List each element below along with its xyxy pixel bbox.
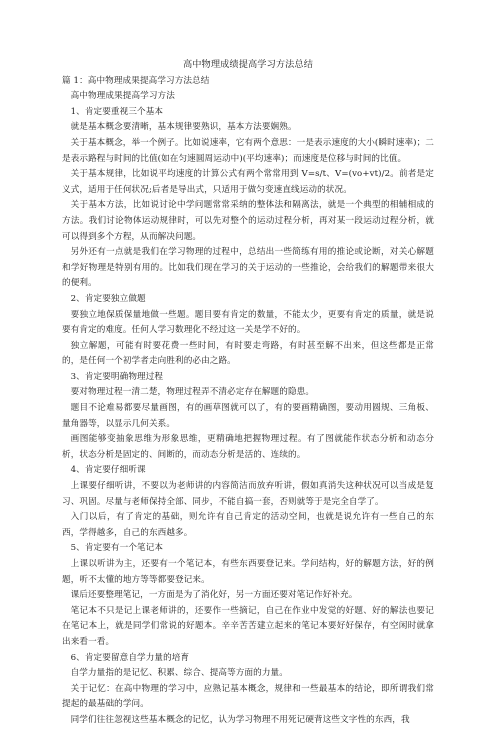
paragraph: 入门以后，有了肯定的基础，则允许有自己肯定的活动空间，也就是说允许有一些自己的东西，学得越多，自己的东西越多。 — [62, 512, 434, 538]
section-heading: 2、肯定要独立做题 — [70, 293, 146, 304]
paragraph: 要对物理过程一清二楚，物理过程弄不清必定存在解题的隐患。 — [70, 387, 315, 398]
paragraph: 画图能够变抽象思维为形象思维，更精确地把握物理过程。有了图就能作状态分析和动态分析，状态分析是固定的、间断的，而动态分析是活的、连续的。 — [62, 434, 434, 460]
section-heading: 3、肯定要明确物理过程 — [70, 371, 164, 382]
paragraph: 独立解题，可能有时要花费一些时间，有时要走弯路，有时甚至解不出来，但这些都是正常的，是任何一个初学者走向胜利的必由之路。 — [62, 340, 434, 367]
sub-heading: 高中物理成果提高学习方法 — [70, 91, 175, 102]
paragraph: 关于基本方法，比如说讨论中学问题常常采纳的整体法和隔离法，就是一个典型的相辅相成的方法。我们讨论物体运动规律时，可以先对整个的运动过程分析，再对某一段运动过程分析，就可以得到多个方程，从而解决问题。 — [62, 200, 434, 242]
paragraph: 关于基本规律，比如说平均速度的计算公式有两个常常用到 V=s/t、V=(vo+vt)/2。前者是定义式，适用于任何状况;后者是导出式，只适用于做匀变速直线运动的状况。 — [62, 169, 434, 195]
paragraph: 笔记本不只是记上课老师讲的，还要作一些摘记，自己在作业中发觉的好题、好的解法也要记在笔记本上，就是同学们常说的好题本。辛辛苦苦建立起来的笔记本要好好保存，有空闲时就拿出来看一看。 — [62, 605, 434, 647]
paragraph: 上课以听讲为主，还要有一个笔记本，有些东西要登记来。学问结构，好的解题方法，好的例题，听不太懂的地方等等都要登记来。 — [62, 559, 434, 585]
paragraph: 自学力量指的是记忆、积累、综合、提高等方面的力量。 — [70, 668, 288, 679]
paragraph: 课后还要整理笔记，一方面是为了消化好，另一方面还要对笔记作好补充。 — [70, 590, 358, 601]
paragraph: 同学们往往忽视这些基本概念的记忆，认为学习物理不用死记硬背这些文字性的东西，我 — [70, 714, 410, 725]
paragraph: 关于记忆：在高中物理的学习中，应熟记基本概念，规律和一些最基本的结论，即所谓我们常提起的最基础的学问。 — [62, 683, 434, 710]
section-heading: 4、肯定要仔细听课 — [70, 465, 146, 476]
section-heading: 6、肯定要留意自学力量的培育 — [70, 652, 190, 663]
section-heading: 5、肯定要有一个笔记本 — [70, 543, 164, 554]
document-body — [62, 105, 434, 729]
paragraph: 关于基本概念，举一个例子。比如说速率，它有两个意思：一是表示速度的大小(瞬时速率)；二是表示路程与时间的比值(如在匀速圆周运动中)(平均速率)；而速度是位移与时间的比值。 — [62, 137, 434, 164]
paragraph: 就是基本概念要清晰，基本规律要熟识，基本方法要娴熟。 — [70, 122, 297, 133]
paragraph: 要独立地保质保量地做一些题。题目要有肯定的数量，不能太少，更要有肯定的质量，就是说要有肯定的难度。任何人学习数理化不经过这一关是学不好的。 — [62, 309, 434, 336]
part-heading: 篇 1：高中物理成果提高学习方法总结 — [62, 75, 210, 86]
paragraph: 另外还有一点就是我们在学习物理的过程中，总结出一些简练有用的推论或论断，对关心解题和学好物理是特别有用的。比如我们现在学习的关于运动的一些推论，会给我们的解题带来很大的便利。 — [62, 247, 434, 289]
document-title: 高中物理成绩提高学习方法总结 — [182, 59, 314, 70]
paragraph: 题目不论难易都要尽量画图，有的画草图就可以了，有的要画精确图，要动用圆规、三角板、量角器等，以显示几何关系。 — [62, 403, 434, 429]
paragraph: 上课要仔细听讲，不要以为老师讲的内容简洁而放弃听讲，假如真消失这种状况可以当成是复习、巩固。尽量与老师保持全部、同步，不能自搞一套，否则就等于是完全自学了。 — [62, 481, 434, 507]
section-heading: 1、肯定要重视三个基本 — [70, 106, 164, 117]
